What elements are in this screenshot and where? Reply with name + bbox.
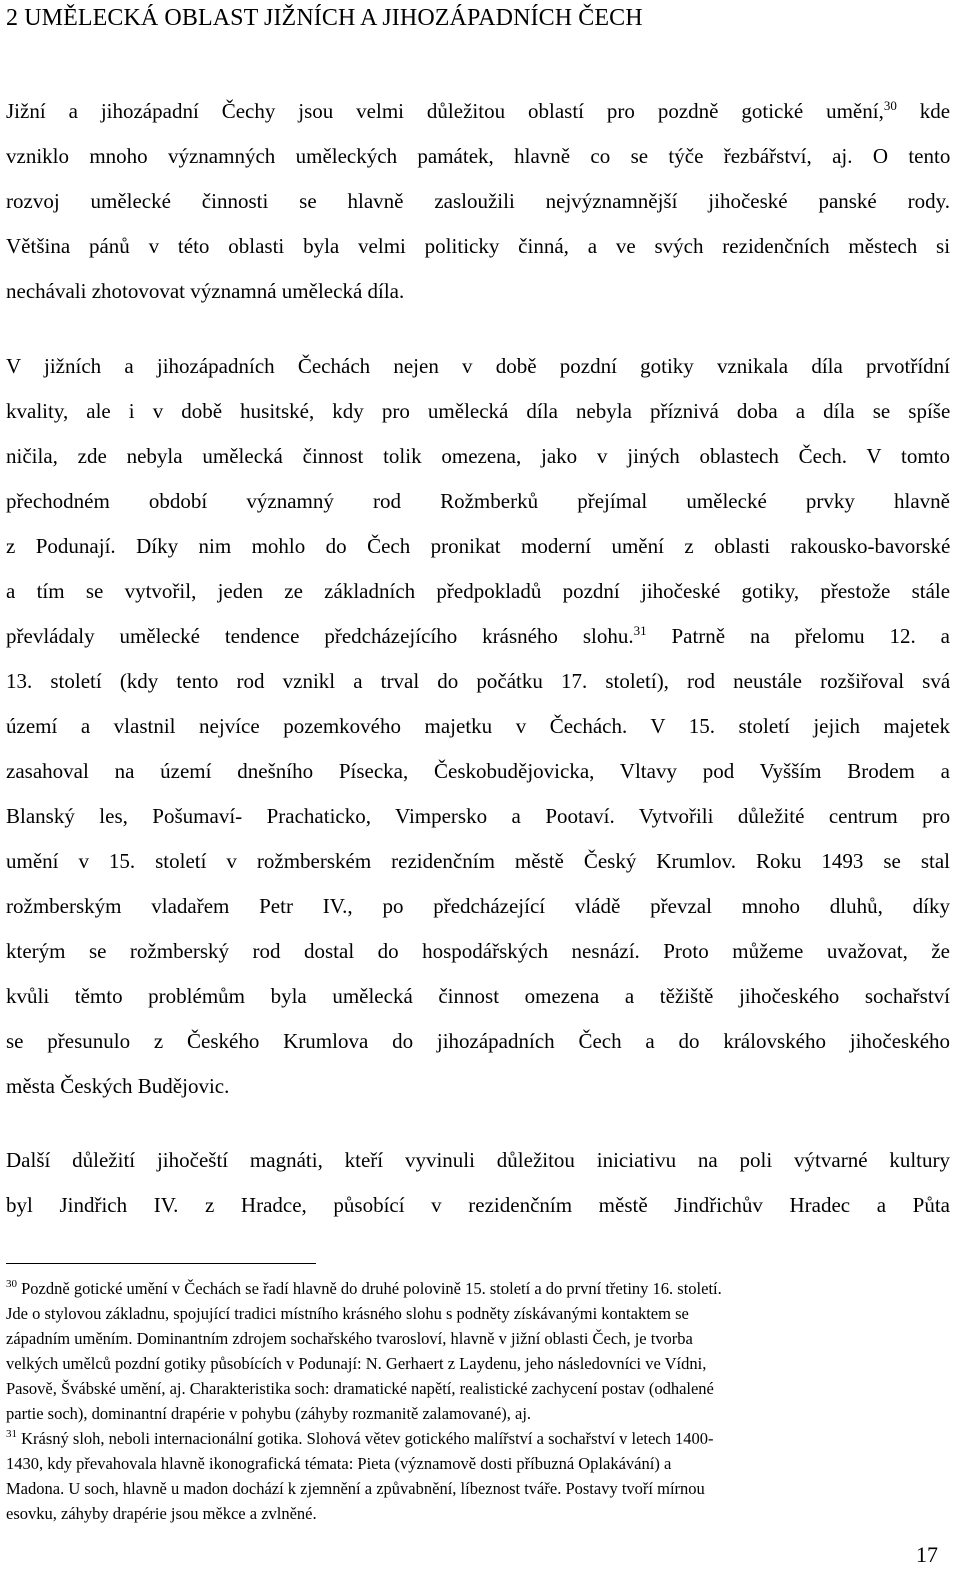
footnote-separator xyxy=(6,1263,316,1264)
footnote-line: esovku, záhyby drapérie jsou měkce a zvlněné. xyxy=(6,1504,317,1523)
paragraph-line: rozvoj umělecké činnosti se hlavně zasloužili nejvýznamnější jihočeské panské rody. xyxy=(6,189,950,213)
paragraph-3 xyxy=(6,1138,950,1228)
paragraph-line: se přesunulo z Českého Krumlova do jihozápadních Čech a do královského jihočeského xyxy=(6,1029,951,1053)
footnote-number: 30 xyxy=(6,1278,17,1290)
paragraph-line: Jižní a jihozápadní Čechy jsou velmi důležitou oblastí pro pozdně gotické umění,$^{30}$ kde xyxy=(6,98,951,123)
paragraph-1 xyxy=(6,89,950,314)
paragraph-line: zasahoval na území dnešního Písecka, Českobudějovicka, Vltavy pod Vyšším Brodem a xyxy=(6,759,950,783)
footnote-ref-31[interactable]: 31 xyxy=(633,623,647,638)
footnote-line: Madona. U soch, hlavně u madon dochází k zjemnění a způvabnění, líbeznost tváře. Postavy tvoří mírnou xyxy=(6,1479,705,1498)
paragraph-2 xyxy=(6,344,950,1109)
footnote-line: partie soch), dominantní drapérie v pohybu (záhyby rozmanitě zalamované), aj. xyxy=(6,1404,532,1423)
paragraph-line: umění v 15. století v rožmberském rezidenčním městě Český Krumlov. Roku 1493 se stal xyxy=(6,849,950,873)
paragraph-line: 13. století (kdy tento rod vznikl a trval do počátku 17. století), rod neustále rozšiřoval svá xyxy=(6,669,951,693)
paragraph-line: rožmberským vladařem Petr IV., po předcházející vládě převzal mnoho dluhů, díky xyxy=(6,894,950,918)
footnote-line: $^{31}$ Krásný sloh, neboli internacionální gotika. Slohová větev gotického malířství a sochařství v letech 1400- xyxy=(6,1428,714,1448)
paragraph-line: byl Jindřich IV. z Hradce, působící v rezidenčním městě Jindřichův Hradec a Půta xyxy=(6,1193,950,1217)
footnote-line: velkých umělců pozdní gotiky působících v Podunají: N. Gerhaert z Laydenu, jeho následovníci ve Vídni, xyxy=(6,1354,707,1373)
footnote-line: 1430, kdy převahovala hlavně ikonografická témata: Pieta (významově dosti příbuzná Oplakávání) a xyxy=(6,1454,672,1473)
paragraph-line: Většina pánů v této oblasti byla velmi politicky činná, a ve svých rezidenčních městech si xyxy=(6,234,951,258)
paragraph-line: nechávali zhotovovat významná umělecká díla. xyxy=(6,279,405,303)
paragraph-line: přechodném období významný rod Rožmberků přejímal umělecké prvky hlavně xyxy=(6,489,950,513)
paragraph-line: kvůli těmto problémům byla umělecká činnost omezena a těžiště jihočeského sochařství xyxy=(6,984,950,1008)
paragraph-line: vzniklo mnoho významných uměleckých památek, hlavně co se týče řezbářství, aj. O tento xyxy=(6,144,951,168)
paragraph-line: kterým se rožmberský rod dostal do hospodářských nesnází. Proto můžeme uvažovat, že xyxy=(6,939,950,963)
footnote-line: Pasově, Švábské umění, aj. Charakteristika soch: dramatické napětí, realistické zachycení postav (odhalené xyxy=(6,1379,714,1398)
paragraph-line: ničila, zde nebyla umělecká činnost tolik omezena, jako v jiných oblastech Čech. V tomto xyxy=(6,444,951,468)
paragraph-line: převládaly umělecké tendence předcházejícího krásného slohu.$^{31}$ Patrně na přelomu 12. a xyxy=(6,623,950,648)
footnote-line: $^{30}$ Pozdně gotické umění v Čechách se řadí hlavně do druhé polovině 15. století a do první třetiny 16. století. xyxy=(6,1278,722,1298)
footnote-ref-30[interactable]: 30 xyxy=(883,98,897,113)
paragraph-line: V jižních a jihozápadních Čechách nejen v době pozdní gotiky vznikala díla prvotřídní xyxy=(6,354,950,378)
paragraph-line: Blanský les, Pošumaví- Prachaticko, Vimpersko a Pootaví. Vytvořili důležité centrum pro xyxy=(6,804,951,828)
footnote-line: západním uměním. Dominantním zdrojem sochařského tvarosloví, hlavně v jižní oblasti Čech, je tvorba xyxy=(6,1329,693,1348)
page-number: 17 xyxy=(916,1542,938,1567)
footnotes xyxy=(6,1276,950,1526)
footnote-number: 31 xyxy=(6,1428,17,1440)
footnote-31 xyxy=(6,1426,950,1526)
chapter-heading: 2 UMĚLECKÁ OBLAST JIŽNÍCH A JIHOZÁPADNÍCH ČECH xyxy=(6,5,643,31)
footnote-30 xyxy=(6,1276,950,1426)
paragraph-line: kvality, ale i v době husitské, kdy pro umělecká díla nebyla příznivá doba a díla se spíše xyxy=(6,399,951,423)
paragraph-line: Další důležití jihočeští magnáti, kteří vyvinuli důležitou iniciativu na poli výtvarné kultury xyxy=(6,1148,950,1172)
footnote-line: Jde o stylovou základnu, spojující tradici místního krásného slohu s podněty získávanými kontaktem se xyxy=(6,1304,689,1323)
paragraph-line: města Českých Budějovic. xyxy=(6,1074,230,1098)
paragraph-line: z Podunají. Díky nim mohlo do Čech pronikat moderní umění z oblasti rakousko-bavorské xyxy=(6,534,951,558)
paragraph-line: a tím se vytvořil, jeden ze základních předpokladů pozdní jihočeské gotiky, přestože stále xyxy=(6,579,951,603)
paragraph-line: území a vlastnil nejvíce pozemkového majetku v Čechách. V 15. století jejich majetek xyxy=(6,714,950,738)
